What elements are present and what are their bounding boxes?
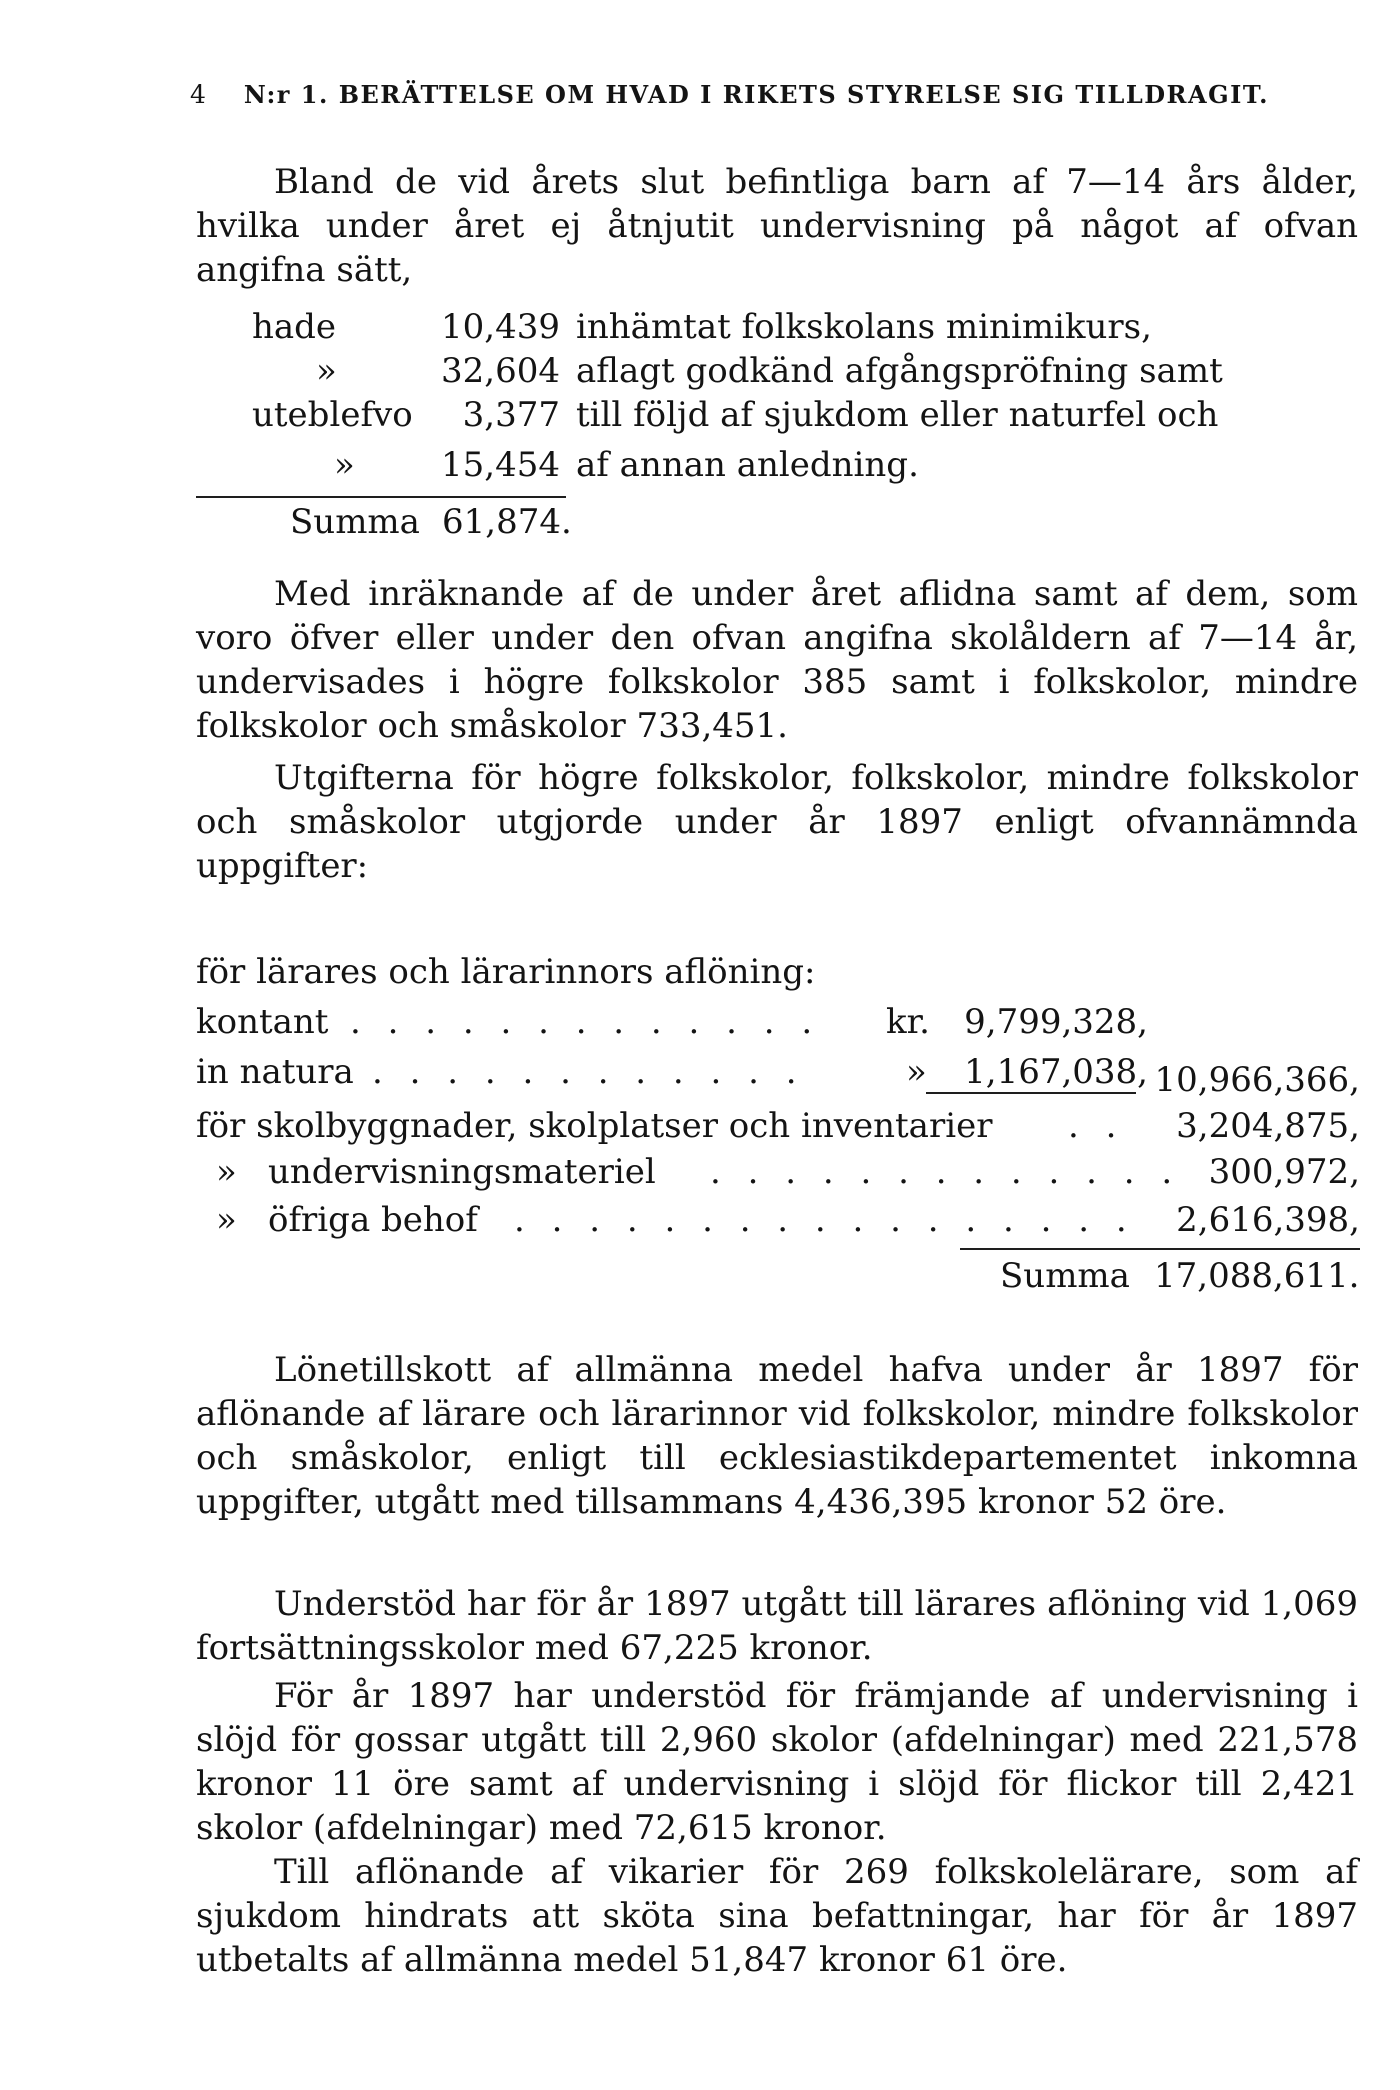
- natura-ditto-mark: »: [906, 1052, 927, 1092]
- kontant-value: 9,799,328,: [964, 1002, 1148, 1042]
- buildings-label: för skolbyggnader, skolplatser och inventarier: [196, 1106, 993, 1146]
- sum-rule: [196, 496, 566, 498]
- materials-label: undervisningsmateriel: [268, 1152, 656, 1192]
- buildings-leaders: . .: [1068, 1106, 1125, 1146]
- subtotal-rule: [926, 1092, 1136, 1094]
- row-value: 10,439: [441, 307, 560, 347]
- paragraph-4: Lönetillskott af allmänna medel hafva under år 1897 för aflönande af lärare och lärarinnor vid folkskolor, mindre folkskolor och småskolor, enligt till ecklesiastikdepartementet inkomna uppgifter, utgått med tillsammans 4,436,395 kronor 52 öre.: [196, 1350, 1358, 1522]
- expenses-heading: för lärares och lärarinnors aflöning:: [196, 952, 816, 992]
- page-number: 4: [190, 80, 207, 109]
- other-value: 2,616,398,: [1176, 1200, 1360, 1240]
- expenses-sum-label: Summa: [1000, 1256, 1130, 1296]
- expenses-sum-value: 17,088,611.: [1154, 1256, 1360, 1296]
- natura-value: 1,167,038,: [964, 1052, 1148, 1092]
- kontant-leaders: . . . . . . . . . . . . .: [350, 1002, 821, 1042]
- materials-ditto-mark: »: [216, 1152, 237, 1192]
- row-label: »: [316, 351, 337, 391]
- materials-leaders: . . . . . . . . . . . . .: [710, 1152, 1181, 1192]
- materials-value: 300,972,: [1208, 1152, 1360, 1192]
- natura-leaders: . . . . . . . . . . . .: [372, 1052, 805, 1092]
- row-label: uteblefvo: [252, 395, 413, 435]
- row-text: inhämtat folkskolans minimikurs,: [576, 307, 1152, 347]
- paragraph-1: Bland de vid årets slut befintliga barn af 7—14 års ålder, hvilka under året ej åtnjutit undervisning på något af ofvan angifna sätt,: [196, 162, 1358, 290]
- row-text: till följd af sjukdom eller naturfel och: [576, 395, 1219, 435]
- paragraph-6: För år 1897 har understöd för främjande af undervisning i slöjd för gossar utgått till 2,960 skolor (afdelningar) med 221,578 kronor 11 öre samt af undervisning i slöjd för flickor till 2,421 skolor (afdelningar) med 72,615 kronor.: [196, 1676, 1358, 1848]
- sum-label: Summa: [290, 502, 420, 542]
- row-text: aflagt godkänd afgångspröfning samt: [576, 351, 1223, 391]
- running-header: [190, 80, 1358, 109]
- other-label: öfriga behof: [268, 1200, 478, 1240]
- paragraph-7: Till aflönande af vikarier för 269 folkskolelärare, som af sjukdom hindrats att sköta sina befattningar, har för år 1897 utbetalts af allmänna medel 51,847 kronor 61 öre.: [196, 1852, 1358, 1980]
- row-label: »: [334, 445, 355, 485]
- other-leaders: . . . . . . . . . . . . . . . . .: [514, 1200, 1135, 1240]
- row-label: hade: [252, 307, 337, 347]
- paragraph-2: Med inräknande af de under året aflidna samt af dem, som voro öfver eller under den ofvan angifna skolåldern af 7—14 år, undervisades i högre folkskolor 385 samt i folkskolor, mindre folkskolor och småskolor 733,451.: [196, 574, 1358, 746]
- sum-value: 61,874.: [442, 502, 572, 542]
- natura-label: in natura: [196, 1052, 354, 1092]
- row-value: 32,604: [441, 351, 560, 391]
- row-value: 3,377: [462, 395, 560, 435]
- other-ditto-mark: »: [216, 1200, 237, 1240]
- paragraph-5: Understöd har för år 1897 utgått till lärares aflöning vid 1,069 fortsättningsskolor med 67,225 kronor.: [196, 1584, 1358, 1668]
- running-title: N:r 1. BERÄTTELSE OM HVAD I RIKETS STYRELSE SIG TILLDRAGIT.: [243, 80, 1269, 109]
- kontant-label: kontant: [196, 1002, 329, 1042]
- paragraph-3: Utgifterna för högre folkskolor, folkskolor, mindre folkskolor och småskolor utgjorde under år 1897 enligt ofvannämnda uppgifter:: [196, 758, 1358, 886]
- grand-total-rule: [960, 1248, 1360, 1250]
- buildings-value: 3,204,875,: [1176, 1106, 1360, 1146]
- salary-total: 10,966,366,: [1154, 1060, 1360, 1100]
- kr-label: kr.: [886, 1002, 930, 1042]
- row-text: af annan anledning.: [576, 445, 919, 485]
- row-value: 15,454: [441, 445, 560, 485]
